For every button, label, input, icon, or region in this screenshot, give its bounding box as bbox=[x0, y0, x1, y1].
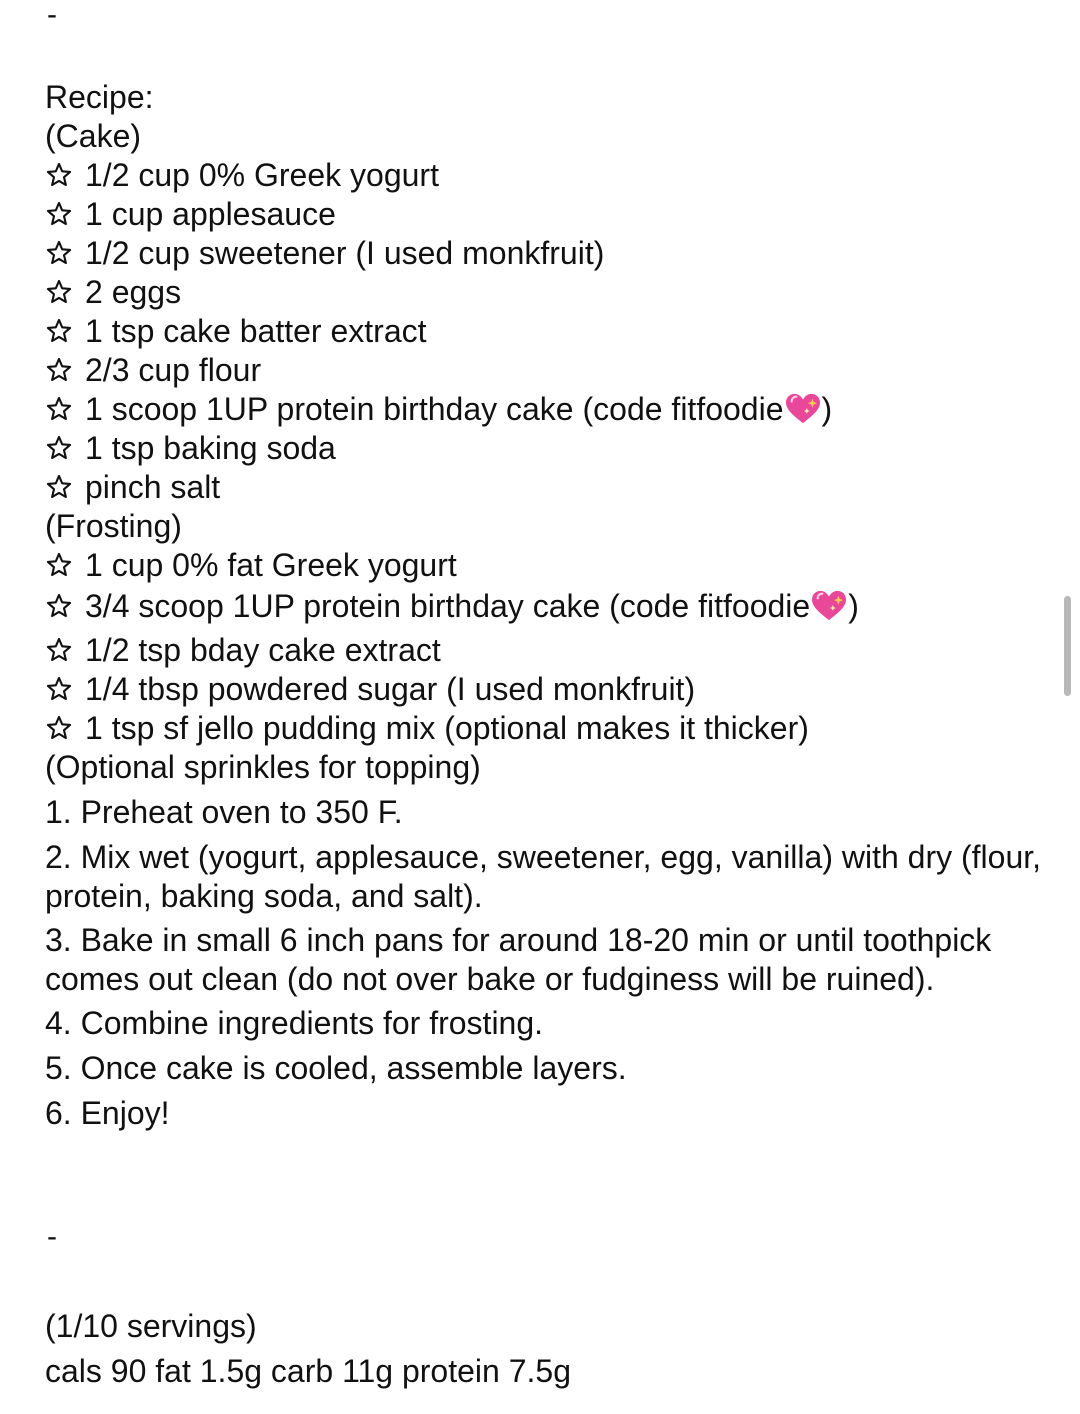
cake-item bbox=[45, 273, 1045, 312]
star-outline-icon bbox=[45, 239, 73, 267]
star-outline-icon bbox=[45, 473, 73, 501]
step-4: 4. Combine ingredients for frosting. bbox=[45, 1005, 544, 1041]
frosting-heading: (Frosting) bbox=[45, 508, 182, 544]
cake-item bbox=[45, 351, 1045, 390]
cake-item bbox=[45, 429, 1045, 468]
star-outline-icon bbox=[45, 434, 73, 462]
cake-item-text: 1/2 cup 0% Greek yogurt bbox=[85, 157, 439, 193]
frosting-item bbox=[45, 546, 1045, 585]
scrollbar[interactable] bbox=[1064, 596, 1071, 696]
star-outline-icon bbox=[45, 714, 73, 742]
star-outline-icon bbox=[45, 636, 73, 664]
step-6: 6. Enjoy! bbox=[45, 1095, 170, 1131]
nutrition-section bbox=[45, 1307, 571, 1391]
frosting-item-text: 1/2 tsp bday cake extract bbox=[85, 632, 441, 668]
cake-item-suffix: ) bbox=[821, 391, 833, 427]
cake-item-text: 2/3 cup flour bbox=[85, 352, 262, 388]
frosting-item-suffix: ) bbox=[848, 588, 859, 624]
cake-item bbox=[45, 390, 1045, 429]
star-outline-icon bbox=[45, 675, 73, 703]
step-3: 3. Bake in small 6 inch pans for around 18-20 min or until toothpick comes out clean (do not over bake or fudginess will be ruined). bbox=[45, 922, 992, 997]
frosting-item bbox=[45, 631, 1045, 670]
nutrition-text: cals 90 fat 1.5g carb 11g protein 7.5g bbox=[45, 1353, 571, 1389]
frosting-item bbox=[45, 670, 1045, 709]
sparkling-heart-icon bbox=[784, 392, 822, 426]
star-outline-icon bbox=[45, 395, 73, 423]
frosting-item bbox=[45, 709, 1045, 748]
cake-item-text: 1/2 cup sweetener (I used monkfruit) bbox=[85, 235, 605, 271]
cake-item-text: 1 tsp baking soda bbox=[85, 430, 336, 466]
cake-item bbox=[45, 156, 1045, 195]
star-outline-icon bbox=[45, 200, 73, 228]
frosting-item-text: 1/4 tbsp powdered sugar (I used monkfruit) bbox=[85, 671, 696, 707]
star-outline-icon bbox=[45, 317, 73, 345]
recipe-title: Recipe: bbox=[45, 79, 154, 115]
step-1: 1. Preheat oven to 350 F. bbox=[45, 794, 403, 830]
frosting-item-text: 1 cup 0% fat Greek yogurt bbox=[85, 547, 457, 583]
star-outline-icon bbox=[45, 551, 73, 579]
cake-item bbox=[45, 234, 1045, 273]
frosting-item-text: 3/4 scoop 1UP protein birthday cake (code fitfoodie bbox=[85, 588, 811, 624]
star-outline-icon bbox=[45, 592, 73, 620]
cake-item bbox=[45, 195, 1045, 234]
step-2: 2. Mix wet (yogurt, applesauce, sweetener, egg, vanilla) with dry (flour, protein, baking soda, and salt). bbox=[45, 839, 1042, 914]
cake-item-text: 1 tsp cake batter extract bbox=[85, 313, 427, 349]
star-outline-icon bbox=[45, 356, 73, 384]
star-outline-icon bbox=[45, 278, 73, 306]
optional-note: (Optional sprinkles for topping) bbox=[45, 749, 481, 785]
cake-item-text: 2 eggs bbox=[85, 274, 182, 310]
cake-item-text: 1 scoop 1UP protein birthday cake (code fitfoodie bbox=[85, 391, 784, 427]
cake-item-text: 1 cup applesauce bbox=[85, 196, 336, 232]
cake-item bbox=[45, 312, 1045, 351]
separator-dash-bottom: - bbox=[47, 1220, 57, 1253]
note-body[interactable] bbox=[45, 0, 1045, 1133]
step-5: 5. Once cake is cooled, assemble layers. bbox=[45, 1050, 627, 1086]
frosting-item bbox=[45, 587, 1045, 626]
servings-text: (1/10 servings) bbox=[45, 1308, 257, 1344]
star-outline-icon bbox=[45, 161, 73, 189]
cake-item-text: pinch salt bbox=[85, 469, 221, 505]
frosting-item-text: 1 tsp sf jello pudding mix (optional makes it thicker) bbox=[85, 710, 809, 746]
sparkling-heart-icon bbox=[810, 589, 848, 623]
separator-dash-top: - bbox=[47, 0, 57, 31]
cake-item bbox=[45, 468, 1045, 507]
cake-heading: (Cake) bbox=[45, 118, 142, 154]
